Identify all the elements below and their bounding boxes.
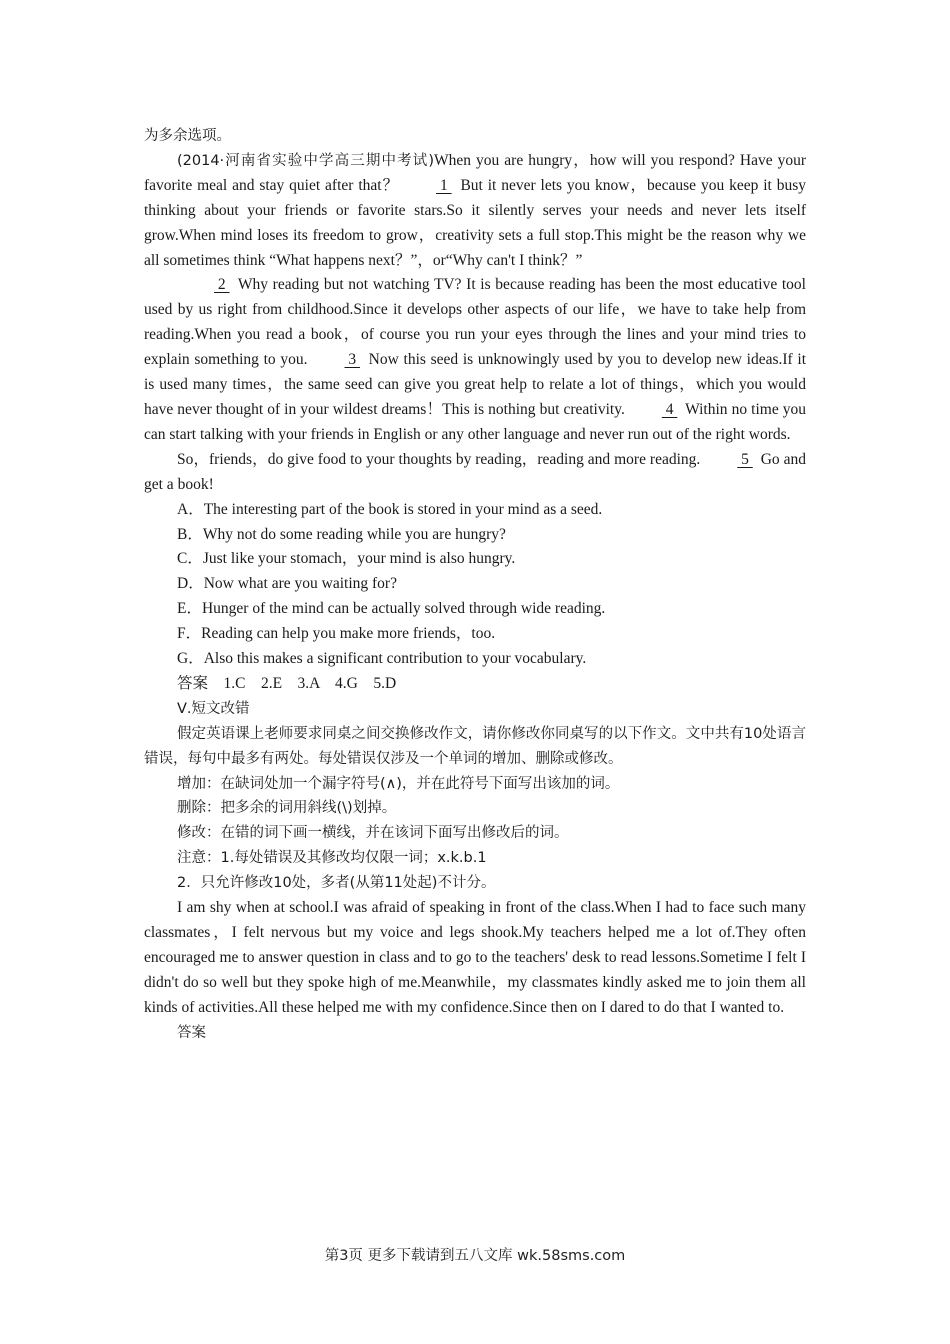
intro-line: 为多余选项。 [144, 128, 231, 144]
blank-3: 3 [344, 351, 360, 369]
answer-key: 答案 1.C 2.E 3.A 4.G 5.D [177, 674, 397, 692]
instructions-delete: 删除：把多余的词用斜线(\)划掉。 [177, 800, 397, 817]
blank-4: 4 [661, 400, 678, 418]
passage-text: Now this seed is unknowingly used by you to develop new ideas.If it is used many times，the same seed can give you great help to relate a lot of things，which you would have never thought of in your wildest dreams！This is nothing but creativity. [144, 351, 807, 418]
section-v-title: Ⅴ.短文改错 [177, 700, 250, 717]
option-c: C．Just like your stomach，your mind is also hungry. [177, 550, 516, 568]
passage-text: Within no time you can start talking with your friends in English or any other language and never run out of the right words. [144, 400, 806, 443]
passage-paragraph-2 [144, 273, 806, 447]
instructions-note-1: 注意：1.每处错误及其修改均仅限一词；x.k.b.1 [177, 850, 487, 867]
option-g: G．Also this makes a significant contribution to your vocabulary. [177, 650, 587, 668]
passage-text: So，friends，do give food to your thoughts by reading，reading and more reading. [177, 450, 701, 468]
instructions-intro: 假定英语课上老师要求同桌之间交换修改作文，请你修改你同桌写的以下作文。文中共有10处语言错误，每句中最多有两处。每处错误仅涉及一个单词的增加、删除或修改。 [144, 725, 806, 767]
passage-text: But it never lets you know，because you keep it busy thinking about your friends or favorite stars.So it silently serves your needs and never lets itself grow.When mind loses its freedom to grow，creativity sets a full stop.This might be the reason why we all sometimes think “What happens next？”，or“Why can't I think？” [144, 176, 806, 269]
passage-text: Go and get a book! [144, 450, 806, 493]
passage-text: When you are hungry，how will you respond? Have your favorite meal and stay quiet after that？ [144, 151, 806, 194]
instructions-note-2: 2．只允许修改10处，多者(从第11处起)不计分。 [177, 875, 496, 892]
page-content [144, 124, 806, 1046]
blank-2: 2 [214, 276, 230, 294]
answer-label: 答案 [177, 1024, 206, 1041]
blank-5: 5 [737, 450, 753, 468]
passage-paragraph-3 [144, 448, 806, 498]
option-a: A．The interesting part of the book is stored in your mind as a seed. [177, 500, 603, 518]
page-footer: 第3页 更多下载请到五八文库 wk.58sms.com [324, 1248, 626, 1264]
instructions-add: 增加：在缺词处加一个漏字符号(∧)，并在此符号下面写出该加的词。 [177, 775, 620, 792]
option-f: F．Reading can help you make more friends，too. [177, 625, 496, 643]
passage-paragraph-1 [144, 149, 806, 274]
instructions-modify: 修改：在错的词下画一横线，并在该词下面写出修改后的词。 [177, 825, 569, 842]
passage-source: (2014·河南省实验中学高三期中考试) [177, 152, 435, 169]
essay-text: I am shy when at school.I was afraid of speaking in front of the class.When I had to face such many classmates，I felt nervous but my voice and legs shook.My teachers helped me a lot of.They often encouraged me to answer question in class and to go to the teachers' desk to read lessons.Sometime I felt I didn't do so well but they spoke high of me.Meanwhile，my classmates kindly asked me to join them all kinds of activities.All these helped me with my confidence.Since then on I dared to do that I wanted to. [144, 899, 806, 1016]
option-b: B．Why not do some reading while you are hungry? [177, 525, 506, 543]
option-e: E．Hunger of the mind can be actually solved through wide reading. [177, 600, 606, 618]
blank-1: 1 [436, 176, 452, 194]
option-d: D．Now what are you waiting for? [177, 575, 397, 593]
passage-text: Why reading but not watching TV? It is because reading has been the most educative tool used by us right from childhood.Since it develops other aspects of our life，we have to take help from reading.When you read a book，of course you run your eyes through the lines and your mind tries to explain something to you. [144, 276, 806, 369]
